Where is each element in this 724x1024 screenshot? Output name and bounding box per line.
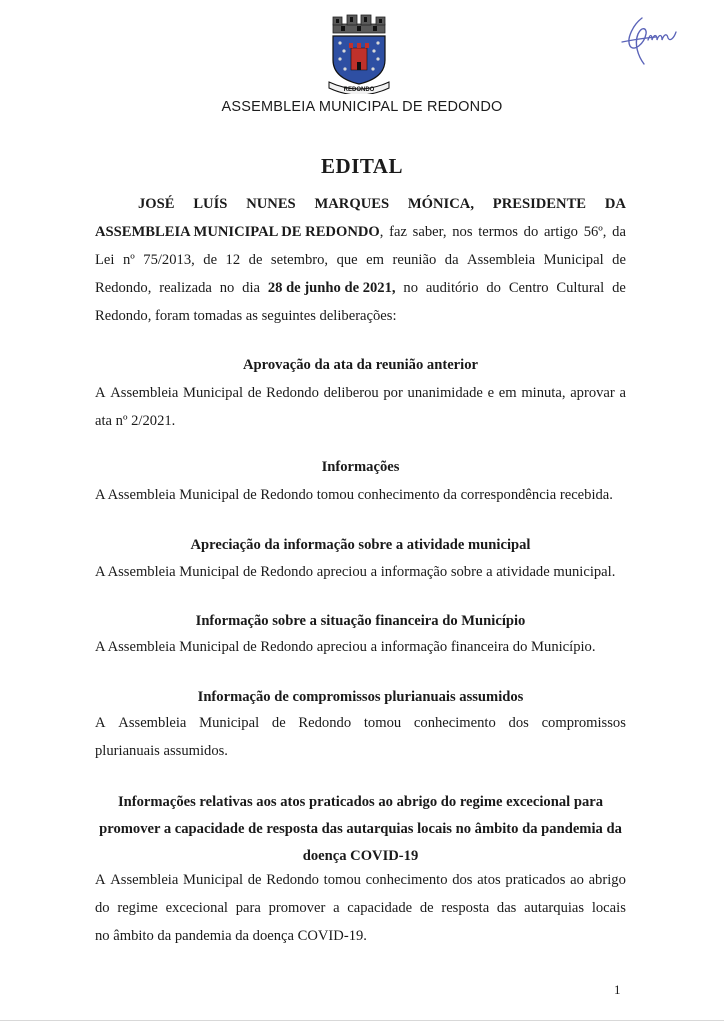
word: resposta bbox=[441, 900, 490, 916]
intro-paragraph bbox=[95, 190, 626, 330]
word: a bbox=[619, 385, 626, 401]
word: a bbox=[333, 900, 340, 916]
word: minuta, bbox=[521, 385, 566, 401]
word: para bbox=[235, 900, 261, 916]
word: praticados bbox=[505, 872, 566, 888]
word: Redondo bbox=[266, 872, 319, 888]
president-title-bold: ASSEMBLEIA MUNICIPAL DE REDONDO bbox=[95, 224, 380, 240]
word: de bbox=[612, 280, 626, 296]
word: reunião bbox=[392, 252, 437, 268]
word: locais bbox=[591, 900, 626, 916]
section-body: A Assembleia Municipal de Redondo apreciou a informação sobre a atividade municipal. bbox=[95, 564, 616, 580]
intro-line-3 bbox=[95, 246, 626, 274]
word: JOSÉ bbox=[138, 196, 175, 212]
word: dos bbox=[508, 715, 529, 731]
word: no bbox=[219, 280, 235, 296]
word: promover bbox=[268, 900, 326, 916]
word: compromissos bbox=[541, 715, 626, 731]
word: regime bbox=[117, 900, 158, 916]
word: LUÍS bbox=[193, 196, 228, 212]
word: dia bbox=[242, 280, 260, 296]
word: de bbox=[419, 900, 434, 916]
word: Lei bbox=[95, 252, 115, 268]
organization-name: ASSEMBLEIA MUNICIPAL DE REDONDO bbox=[221, 99, 503, 115]
word: do bbox=[486, 280, 501, 296]
word: atos bbox=[477, 872, 501, 888]
word: auditório bbox=[425, 280, 479, 296]
word: de bbox=[247, 385, 262, 401]
word-group bbox=[95, 218, 383, 246]
intro-line-4 bbox=[95, 274, 626, 302]
word: DA bbox=[604, 196, 626, 212]
section-body bbox=[95, 866, 626, 950]
section-body: A Assembleia Municipal de Redondo apreciou a informação financeira do Município. bbox=[95, 639, 596, 655]
word: da bbox=[612, 224, 626, 240]
word: faz bbox=[389, 224, 407, 240]
word: conhecimento bbox=[365, 872, 448, 888]
word: autarquias bbox=[524, 900, 585, 916]
word: de bbox=[247, 872, 262, 888]
intro-line-5: Redondo, foram tomadas as seguintes deliberações: bbox=[95, 308, 397, 324]
word: abrigo bbox=[588, 872, 626, 888]
word: das bbox=[496, 900, 517, 916]
word: unanimidade bbox=[407, 385, 483, 401]
word: setembro, bbox=[270, 252, 329, 268]
document-title: EDITAL bbox=[321, 154, 403, 178]
handwritten-signature bbox=[614, 12, 686, 72]
section-title: Informação de compromissos plurianuais assumidos bbox=[197, 689, 524, 705]
word: em bbox=[498, 385, 517, 401]
section-body-line bbox=[95, 894, 626, 922]
section-title-line: doença COVID-19 bbox=[302, 848, 419, 864]
section-title: Informações bbox=[321, 459, 400, 475]
word: dos bbox=[452, 872, 473, 888]
word: A bbox=[95, 872, 106, 888]
crest-ribbon-label: REDONDO bbox=[343, 87, 375, 93]
section-body-line: ata nº 2/2021. bbox=[95, 413, 176, 429]
section-body bbox=[95, 709, 626, 765]
section-body bbox=[95, 379, 626, 435]
word: A bbox=[95, 385, 106, 401]
meeting-date-bold: 28 de junho de 2021, bbox=[267, 280, 396, 296]
word: do bbox=[523, 224, 539, 240]
section-title-line: Informações relativas aos atos praticados ao abrigo do regime excecional para bbox=[117, 794, 604, 810]
section-title: Apreciação da informação sobre a atividade municipal bbox=[190, 537, 531, 553]
section-body-line: no âmbito da pandemia da doença COVID-19. bbox=[95, 928, 367, 944]
word: Municipal bbox=[183, 872, 244, 888]
section-title-line: promover a capacidade de resposta das autarquias locais no âmbito da pandemia da bbox=[99, 821, 622, 837]
word: que bbox=[336, 252, 358, 268]
word: Assembleia bbox=[110, 385, 179, 401]
page-bottom-edge bbox=[0, 1020, 724, 1021]
word: tomou bbox=[363, 715, 402, 731]
word: 12 bbox=[225, 252, 241, 268]
word: saber, bbox=[412, 224, 447, 240]
section-body-line: plurianuais assumidos. bbox=[95, 743, 228, 759]
word: realizada bbox=[159, 280, 212, 296]
word: Centro bbox=[508, 280, 549, 296]
section-body: A Assembleia Municipal de Redondo tomou conhecimento da correspondência recebida. bbox=[95, 487, 613, 503]
word: de bbox=[203, 252, 218, 268]
word: Assembleia bbox=[118, 715, 187, 731]
word: A bbox=[95, 715, 106, 731]
word: aprovar bbox=[570, 385, 615, 401]
word: Redondo, bbox=[95, 280, 152, 296]
word: Redondo bbox=[266, 385, 319, 401]
word: deliberou bbox=[323, 385, 379, 401]
intro-line-1 bbox=[95, 190, 626, 218]
section-title: Informação sobre a situação financeira do Município bbox=[195, 613, 526, 629]
section-body-line bbox=[95, 709, 626, 737]
word: de bbox=[612, 252, 626, 268]
word: 75/2013, bbox=[143, 252, 195, 268]
word: Assembleia bbox=[110, 872, 179, 888]
word: MARQUES bbox=[314, 196, 390, 212]
word: Municipal bbox=[199, 715, 260, 731]
word: ao bbox=[570, 872, 584, 888]
word: MÓNICA, bbox=[407, 196, 474, 212]
word: capacidade bbox=[347, 900, 413, 916]
municipal-crest-emblem bbox=[319, 12, 399, 94]
word: de bbox=[248, 252, 263, 268]
word: Assembleia bbox=[467, 252, 536, 268]
word: tomou bbox=[323, 872, 361, 888]
word: Cultural bbox=[556, 280, 605, 296]
word: Municipal bbox=[543, 252, 604, 268]
section-body-line bbox=[95, 379, 626, 407]
word: , bbox=[379, 224, 384, 240]
word: excecional bbox=[165, 900, 228, 916]
word: e bbox=[487, 385, 495, 401]
word: Municipal bbox=[183, 385, 244, 401]
word: artigo bbox=[543, 224, 578, 240]
word: PRESIDENTE bbox=[492, 196, 587, 212]
word: 56º, bbox=[583, 224, 607, 240]
intro-line-2 bbox=[95, 218, 626, 246]
word: do bbox=[95, 900, 110, 916]
word: da bbox=[444, 252, 459, 268]
page-number: 1 bbox=[614, 982, 621, 997]
word: conhecimento bbox=[413, 715, 496, 731]
word: NUNES bbox=[246, 196, 296, 212]
section-body-line bbox=[95, 866, 626, 894]
word: em bbox=[366, 252, 384, 268]
word: termos bbox=[478, 224, 518, 240]
word: nos bbox=[452, 224, 473, 240]
word: Redondo bbox=[298, 715, 352, 731]
word: no bbox=[403, 280, 418, 296]
word: por bbox=[383, 385, 403, 401]
section-title: Aprovação da ata da reunião anterior bbox=[243, 357, 478, 373]
word: nº bbox=[122, 252, 135, 268]
word: de bbox=[271, 715, 286, 731]
